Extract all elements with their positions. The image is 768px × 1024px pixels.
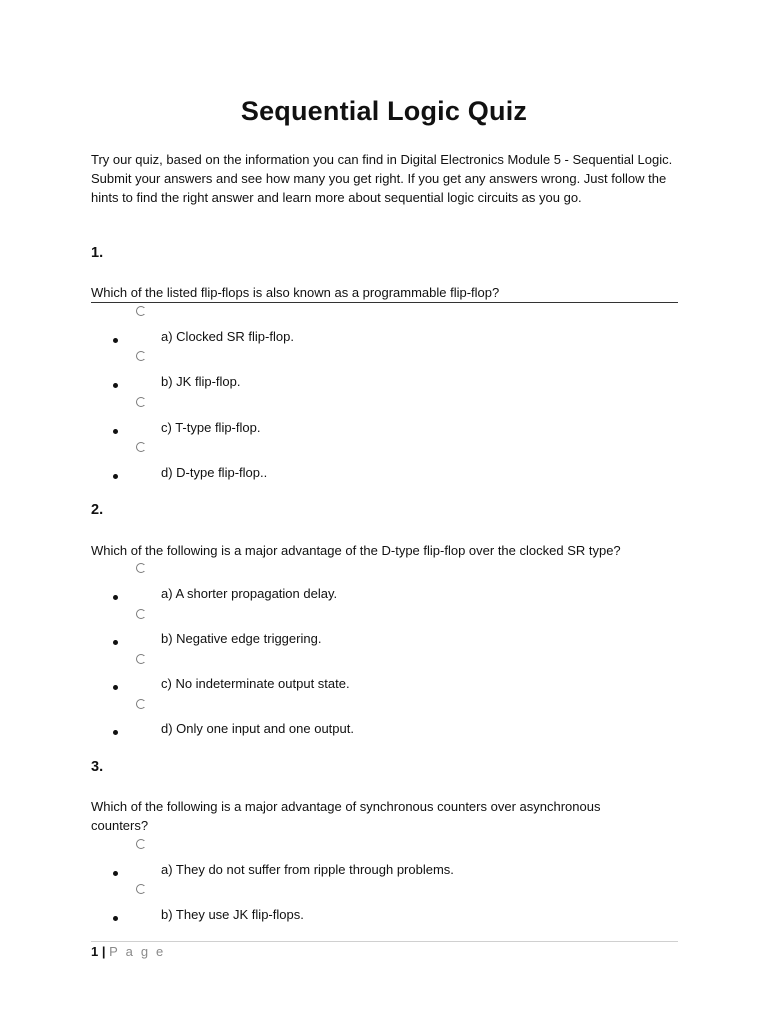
question-3-text: Which of the following is a major advantage of synchronous counters over asynchronous counters?	[91, 799, 601, 833]
bullet-icon	[113, 474, 118, 479]
page-title: Sequential Logic Quiz	[240, 96, 528, 126]
question-2-option-c-radio[interactable]	[136, 654, 146, 664]
question-1-option-b-radio[interactable]	[136, 351, 146, 361]
question-1-option-c[interactable]: c) T-type flip-flop.	[161, 420, 261, 435]
question-2-option-b[interactable]: b) Negative edge triggering.	[161, 631, 322, 646]
question-1-number: 1.	[91, 245, 104, 261]
question-2-option-d[interactable]: d) Only one input and one output.	[161, 721, 354, 736]
question-3-option-a-radio[interactable]	[136, 839, 146, 849]
intro-paragraph: Try our quiz, based on the information you can find in Digital Electronics Module 5 - Sequential Logic. Submit your answers and see how many you get right. If you get any answers wrong. Just follow the hints to find the right answer and learn more about sequential logic circuits as you go.	[91, 152, 673, 205]
question-1-option-d[interactable]: d) D-type flip-flop..	[161, 465, 268, 480]
bullet-icon	[113, 730, 118, 735]
footer-divider	[91, 941, 678, 942]
bullet-icon	[113, 595, 118, 600]
page-label: P a g e	[109, 944, 166, 959]
question-2-number: 2.	[91, 502, 104, 518]
question-2-option-a[interactable]: a) A shorter propagation delay.	[161, 586, 338, 601]
question-2-option-b-radio[interactable]	[136, 609, 146, 619]
bullet-icon	[113, 429, 118, 434]
question-2-option-a-radio[interactable]	[136, 563, 146, 573]
bullet-icon	[113, 916, 118, 921]
bullet-icon	[113, 685, 118, 690]
page-number: 1	[91, 944, 99, 959]
question-3-option-a[interactable]: a) They do not suffer from ripple through problems.	[161, 862, 454, 877]
question-2-option-d-radio[interactable]	[136, 699, 146, 709]
bullet-icon	[113, 338, 118, 343]
question-1-option-d-radio[interactable]	[136, 442, 146, 452]
question-3-number: 3.	[91, 759, 104, 775]
question-1-option-c-radio[interactable]	[136, 397, 146, 407]
page-separator: |	[101, 944, 106, 959]
question-1-option-a[interactable]: a) Clocked SR flip-flop.	[161, 329, 294, 344]
question-2-option-c[interactable]: c) No indeterminate output state.	[161, 676, 350, 691]
question-2-text: Which of the following is a major advantage of the D-type flip-flop over the clocked SR type?	[91, 543, 621, 558]
page-footer	[91, 944, 166, 959]
question-3-option-b[interactable]: b) They use JK flip-flops.	[161, 907, 304, 922]
question-1-text: Which of the listed flip-flops is also known as a programmable flip-flop?	[91, 283, 678, 303]
bullet-icon	[113, 640, 118, 645]
question-1-option-a-radio[interactable]	[136, 306, 146, 316]
bullet-icon	[113, 383, 118, 388]
question-3-option-b-radio[interactable]	[136, 884, 146, 894]
question-1-option-b[interactable]: b) JK flip-flop.	[161, 374, 241, 389]
bullet-icon	[113, 871, 118, 876]
